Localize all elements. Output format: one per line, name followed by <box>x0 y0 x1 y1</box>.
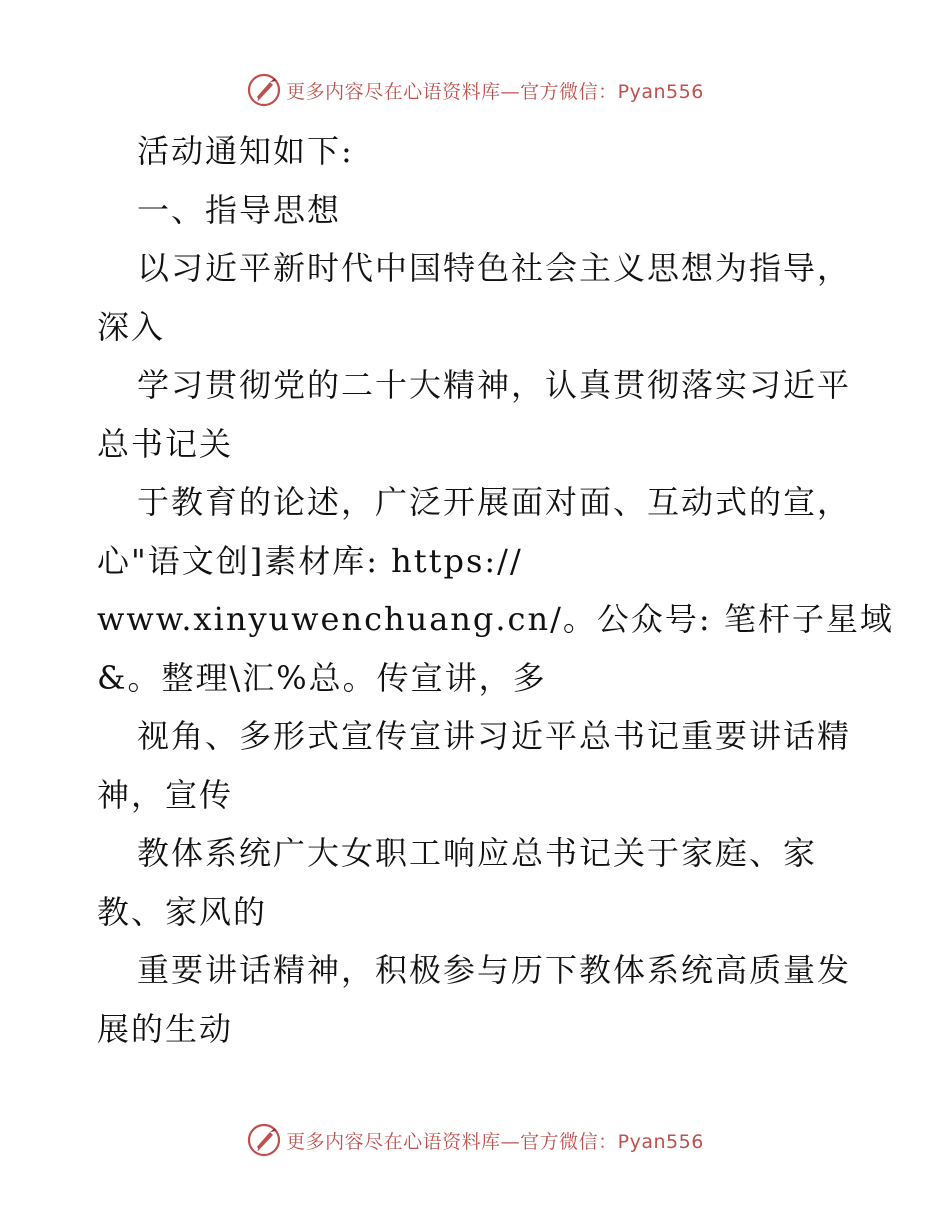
paragraph-line: 于教育的论述，广泛开展面对面、互动式的宣， <box>137 483 852 521</box>
paragraph-line: 教、家风的 <box>97 892 268 931</box>
paragraph-line: 视角、多形式宣传宣讲习近平总书记重要讲话精 <box>137 717 852 755</box>
paragraph-line: 活动通知如下: <box>137 132 354 170</box>
paragraph-line: 总书记关 <box>97 424 234 463</box>
paragraph-line: www.xinyuwenchuang.cn/。公众号: 笔杆子星域 <box>97 600 894 638</box>
quill-pen-logo-icon <box>246 1122 282 1158</box>
paragraph-line: &。整理\汇%总。传宣讲，多 <box>97 658 547 697</box>
paragraph-line: 学习贯彻党的二十大精神，认真贯彻落实习近平 <box>137 366 852 404</box>
footer-watermark <box>0 1122 950 1158</box>
quill-pen-logo-icon <box>246 72 282 108</box>
paragraph-line: 以习近平新时代中国特色社会主义思想为指导， <box>137 249 852 287</box>
paragraph-line: 重要讲话精神，积极参与历下教体系统高质量发 <box>137 951 852 989</box>
watermark-text: 更多内容尽在心语资料库—官方微信：Pyan556 <box>286 1130 704 1153</box>
header-watermark <box>0 72 950 108</box>
paragraph-line: 展的生动 <box>97 1009 234 1048</box>
document-body <box>97 122 894 1058</box>
paragraph-line: 教体系统广大女职工响应总书记关于家庭、家 <box>137 834 818 872</box>
paragraph-line: 深入 <box>97 307 166 346</box>
section-heading: 一、指导思想 <box>137 190 342 229</box>
paragraph-line: 心"语文创]素材库: https:// <box>97 541 523 580</box>
watermark-text: 更多内容尽在心语资料库—官方微信：Pyan556 <box>286 80 704 103</box>
paragraph-line: 神，宣传 <box>97 775 234 814</box>
